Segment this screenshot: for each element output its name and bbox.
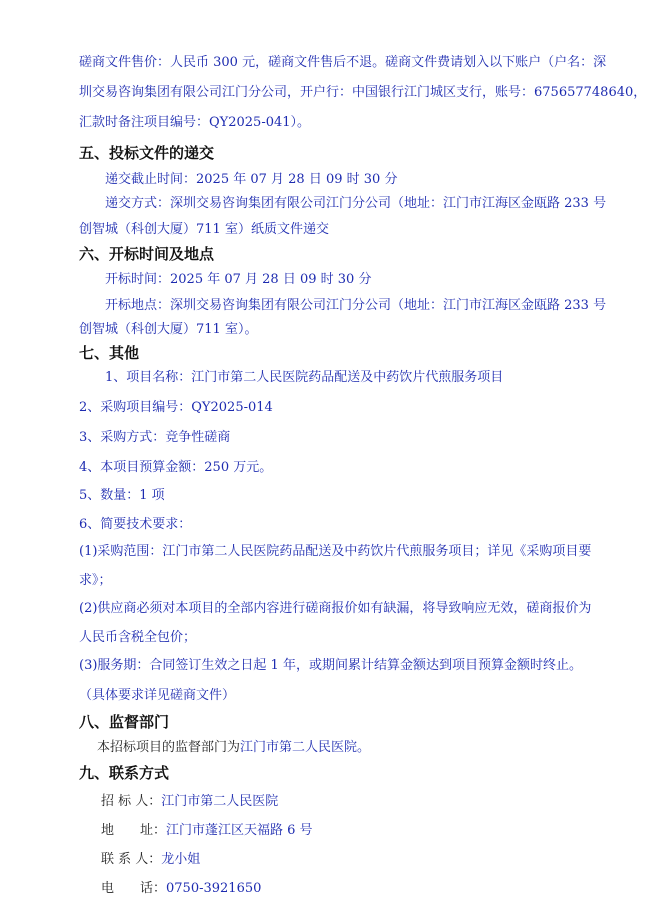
other-item-1: 1、项目名称：江门市第二人民医院药品配送及中药饮片代煎服务项目 [105, 370, 504, 385]
section-9-heading: 九、联系方式 [79, 764, 170, 782]
supervision-department: 江门市第二人民医院。 [240, 740, 371, 755]
contact-row-address [101, 823, 313, 839]
section-7-heading: 七、其他 [79, 344, 140, 362]
requirement-note: （具体要求详见磋商文件） [79, 688, 236, 703]
opening-place-line-2: 创智城（科创大厦）711 室）。 [79, 322, 258, 337]
submission-deadline: 递交截止时间：2025 年 07 月 28 日 09 时 30 分 [105, 172, 398, 187]
opening-time: 开标时间：2025 年 07 月 28 日 09 时 30 分 [105, 272, 372, 287]
other-item-5: 5、数量：1 项 [79, 488, 165, 503]
contact-row-tenderer [101, 794, 278, 810]
requirement-2-line-1: (2)供应商必须对本项目的全部内容进行磋商报价如有缺漏，将导致响应无效，磋商报价为 [79, 601, 592, 616]
other-item-2: 2、采购项目编号：QY2025-014 [79, 400, 273, 415]
contact-row-person [101, 852, 200, 868]
intro-line-2: 圳交易咨询集团有限公司江门分公司，开户行：中国银行江门城区支行，账号：675657748640， [79, 85, 647, 100]
submission-method-line-2: 创智城（科创大厦）711 室）纸质文件递交 [79, 222, 329, 237]
other-item-6: 6、简要技术要求： [79, 517, 192, 532]
supervision-text [97, 740, 370, 756]
contact-label: 招 标 人： [101, 794, 162, 809]
section-8-heading: 八、监督部门 [79, 713, 170, 731]
contact-label: 地 址： [101, 823, 167, 838]
contact-value: 龙小姐 [161, 852, 201, 867]
submission-method-line-1: 递交方式：深圳交易咨询集团有限公司江门分公司（地址：江门市江海区金瓯路 233 号 [105, 196, 607, 211]
contact-value: 0750-3921650 [166, 881, 262, 896]
contact-label: 电 话： [101, 881, 167, 896]
contact-row-phone [101, 881, 261, 897]
contact-value: 江门市第二人民医院 [161, 794, 279, 809]
requirement-1-line-2: 求》； [79, 573, 112, 588]
contact-label: 联 系 人： [101, 852, 162, 867]
section-5-heading: 五、投标文件的递交 [79, 144, 215, 162]
opening-place-line-1: 开标地点：深圳交易咨询集团有限公司江门分公司（地址：江门市江海区金瓯路 233 号 [105, 298, 607, 313]
other-item-3: 3、采购方式：竞争性磋商 [79, 430, 231, 445]
section-6-heading: 六、开标时间及地点 [79, 245, 215, 263]
other-item-4: 4、本项目预算金额：250 万元。 [79, 460, 273, 475]
requirement-1-line-1: (1)采购范围：江门市第二人民医院药品配送及中药饮片代煎服务项目；详见《采购项目要 [79, 544, 592, 559]
requirement-2-line-2: 人民币含税全包价； [79, 630, 197, 645]
supervision-prefix: 本招标项目的监督部门为 [97, 740, 241, 755]
requirement-3: (3)服务期：合同签订生效之日起 1 年，或期间累计结算金额达到项目预算金额时终止。 [79, 658, 582, 673]
intro-line-3: 汇款时备注项目编号：QY2025-041）。 [79, 115, 311, 130]
intro-line-1: 磋商文件售价：人民币 300 元，磋商文件售后不退。磋商文件费请划入以下账户（户名：深 [79, 55, 607, 70]
contact-value: 江门市蓬江区天福路 6 号 [166, 823, 313, 838]
